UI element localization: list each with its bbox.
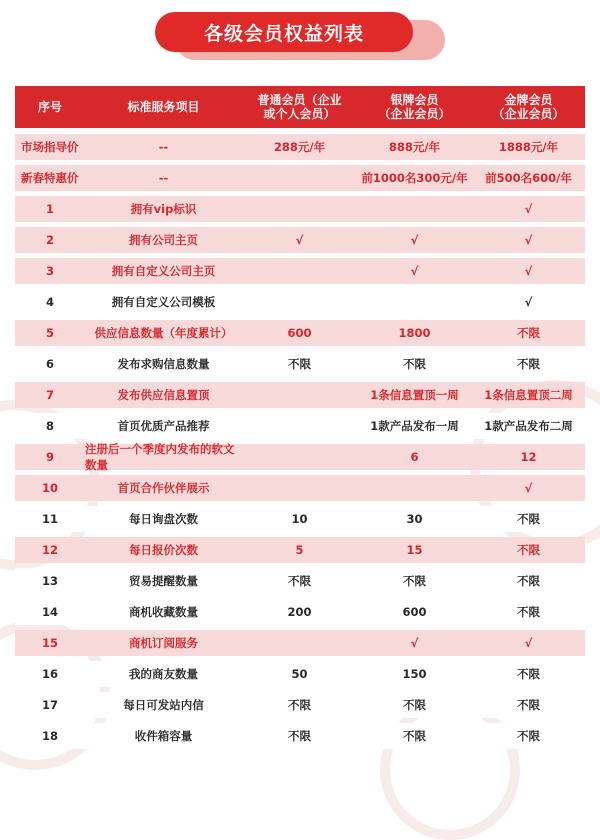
row-normal-value: 不限	[288, 574, 311, 588]
row-index: 6	[45, 357, 54, 371]
table-row	[15, 506, 585, 532]
header-normal-member-line1: 普通会员（企业	[257, 93, 342, 107]
row-normal-value: 5	[295, 543, 304, 557]
table-row	[15, 630, 585, 656]
row-index: 9	[45, 450, 54, 464]
page-title: 各级会员权益列表	[155, 12, 413, 52]
table-row	[15, 320, 585, 346]
row-gold-value: √	[524, 202, 533, 216]
row-normal-value: 不限	[288, 729, 311, 743]
row-index: 10	[41, 481, 58, 495]
row-index: 2	[45, 233, 54, 247]
header-gold-member-line1: 金牌会员	[504, 93, 553, 107]
row-service-item: --	[158, 171, 169, 185]
row-gold-value: √	[524, 636, 533, 650]
row-gold-value: 1888元/年	[498, 140, 559, 154]
row-index: 17	[41, 698, 58, 712]
row-silver-value: √	[410, 264, 419, 278]
row-normal-value	[242, 289, 357, 315]
row-gold-value: 不限	[517, 574, 540, 588]
table-row	[15, 661, 585, 687]
row-normal-value	[242, 382, 357, 408]
row-gold-value: 前500名600/年	[485, 171, 572, 185]
row-normal-value: 600	[287, 326, 312, 340]
row-gold-value: 1款产品发布二周	[484, 419, 573, 433]
row-silver-value: 前1000名300元/年	[361, 171, 468, 185]
table-row	[15, 165, 585, 191]
table-row	[15, 723, 585, 749]
row-normal-value	[242, 630, 357, 656]
row-normal-value	[242, 475, 357, 501]
table-row	[15, 134, 585, 160]
row-gold-value: √	[524, 481, 533, 495]
row-silver-value: 1款产品发布一周	[370, 419, 459, 433]
header-normal-member	[242, 86, 357, 128]
row-silver-value: 600	[402, 605, 427, 619]
row-index: 12	[41, 543, 58, 557]
row-index: 3	[45, 264, 54, 278]
table-row	[15, 599, 585, 625]
row-service-item: 拥有公司主页	[129, 233, 198, 247]
row-service-item: 商机收藏数量	[129, 605, 198, 619]
row-gold-value: √	[524, 233, 533, 247]
row-normal-value	[242, 258, 357, 284]
row-service-item: --	[158, 140, 169, 154]
row-gold-value: √	[524, 264, 533, 278]
row-normal-value: 200	[287, 605, 312, 619]
row-index: 11	[41, 512, 58, 526]
row-service-item: 我的商友数量	[129, 667, 198, 681]
row-gold-value: 不限	[517, 512, 540, 526]
row-gold-value: 不限	[517, 543, 540, 557]
row-index: 8	[45, 419, 54, 433]
row-gold-value: √	[524, 295, 533, 309]
table-row	[15, 444, 585, 470]
row-silver-value: 不限	[403, 729, 426, 743]
row-normal-value: 50	[291, 667, 308, 681]
row-gold-value: 不限	[517, 357, 540, 371]
row-silver-value: √	[410, 233, 419, 247]
row-gold-value: 不限	[517, 326, 540, 340]
row-index: 15	[41, 636, 58, 650]
header-silver-member	[357, 86, 472, 128]
table-row	[15, 692, 585, 718]
row-gold-value: 1条信息置顶二周	[484, 388, 573, 402]
header-silver-member-line2: （企业会员）	[378, 107, 451, 121]
row-silver-value	[357, 196, 472, 222]
row-service-item: 拥有自定义公司模板	[111, 295, 216, 309]
table-row	[15, 382, 585, 408]
row-silver-value	[357, 475, 472, 501]
row-index: 4	[45, 295, 54, 309]
row-service-item: 贸易提醒数量	[129, 574, 198, 588]
row-service-item: 拥有vip标识	[130, 202, 197, 216]
row-service-item: 发布求购信息数量	[117, 357, 210, 371]
row-normal-value: 10	[291, 512, 308, 526]
header-normal-member-line2: 或个人会员）	[263, 107, 336, 121]
header-service-item: 标准服务项目	[127, 100, 200, 114]
table-header	[15, 86, 585, 128]
row-silver-value: 不限	[403, 357, 426, 371]
header-silver-member-line1: 银牌会员	[390, 93, 439, 107]
row-gold-value: 不限	[517, 667, 540, 681]
row-index: 1	[45, 202, 54, 216]
row-index: 7	[45, 388, 54, 402]
row-index: 14	[41, 605, 58, 619]
row-service-item: 每日报价次数	[129, 543, 198, 557]
row-silver-value: 1条信息置顶一周	[370, 388, 459, 402]
header-index: 序号	[37, 100, 62, 114]
row-silver-value: 不限	[403, 698, 426, 712]
table-row	[15, 258, 585, 284]
row-normal-value	[242, 165, 357, 191]
table-row	[15, 413, 585, 439]
row-normal-value: 288元/年	[273, 140, 326, 154]
row-silver-value: 30	[406, 512, 423, 526]
row-silver-value: 150	[402, 667, 427, 681]
row-gold-value: 不限	[517, 698, 540, 712]
table-row	[15, 227, 585, 253]
row-service-item: 发布供应信息置顶	[117, 388, 210, 402]
row-gold-value: 不限	[517, 729, 540, 743]
row-silver-value: √	[410, 636, 419, 650]
table-row	[15, 196, 585, 222]
title-banner	[155, 12, 445, 60]
row-index: 市场指导价	[21, 140, 79, 154]
row-index: 5	[45, 326, 54, 340]
row-normal-value: 不限	[288, 698, 311, 712]
row-service-item: 首页合作伙伴展示	[117, 481, 210, 495]
row-index: 新春特惠价	[21, 171, 79, 185]
row-normal-value: 不限	[288, 357, 311, 371]
row-service-item: 首页优质产品推荐	[117, 419, 210, 433]
row-service-item: 收件箱容量	[134, 729, 193, 743]
row-silver-value: 888元/年	[388, 140, 441, 154]
header-gold-member	[472, 86, 585, 128]
row-index: 13	[41, 574, 58, 588]
row-service-item: 注册后一个季度内发布的软文数量	[85, 442, 235, 472]
row-silver-value: 15	[406, 543, 423, 557]
row-gold-value: 不限	[517, 605, 540, 619]
row-silver-value	[357, 289, 472, 315]
row-normal-value: √	[295, 233, 304, 247]
table-row	[15, 351, 585, 377]
row-service-item: 每日询盘次数	[129, 512, 198, 526]
header-gold-member-line2: （企业会员）	[492, 107, 565, 121]
row-normal-value	[242, 444, 357, 470]
row-silver-value: 不限	[403, 574, 426, 588]
row-normal-value	[242, 413, 357, 439]
row-gold-value: 12	[520, 450, 537, 464]
table-row	[15, 568, 585, 594]
row-service-item: 供应信息数量（年度累计）	[94, 326, 233, 340]
row-service-item: 每日可发站内信	[123, 698, 204, 712]
table-body	[15, 134, 585, 749]
row-normal-value	[242, 196, 357, 222]
table-row	[15, 537, 585, 563]
row-service-item: 拥有自定义公司主页	[111, 264, 216, 278]
benefits-table	[15, 86, 585, 749]
row-index: 18	[41, 729, 58, 743]
row-silver-value: 1800	[398, 326, 431, 340]
row-service-item: 商机订阅服务	[129, 636, 198, 650]
row-index: 16	[41, 667, 58, 681]
row-silver-value: 6	[410, 450, 419, 464]
table-row	[15, 289, 585, 315]
table-row	[15, 475, 585, 501]
